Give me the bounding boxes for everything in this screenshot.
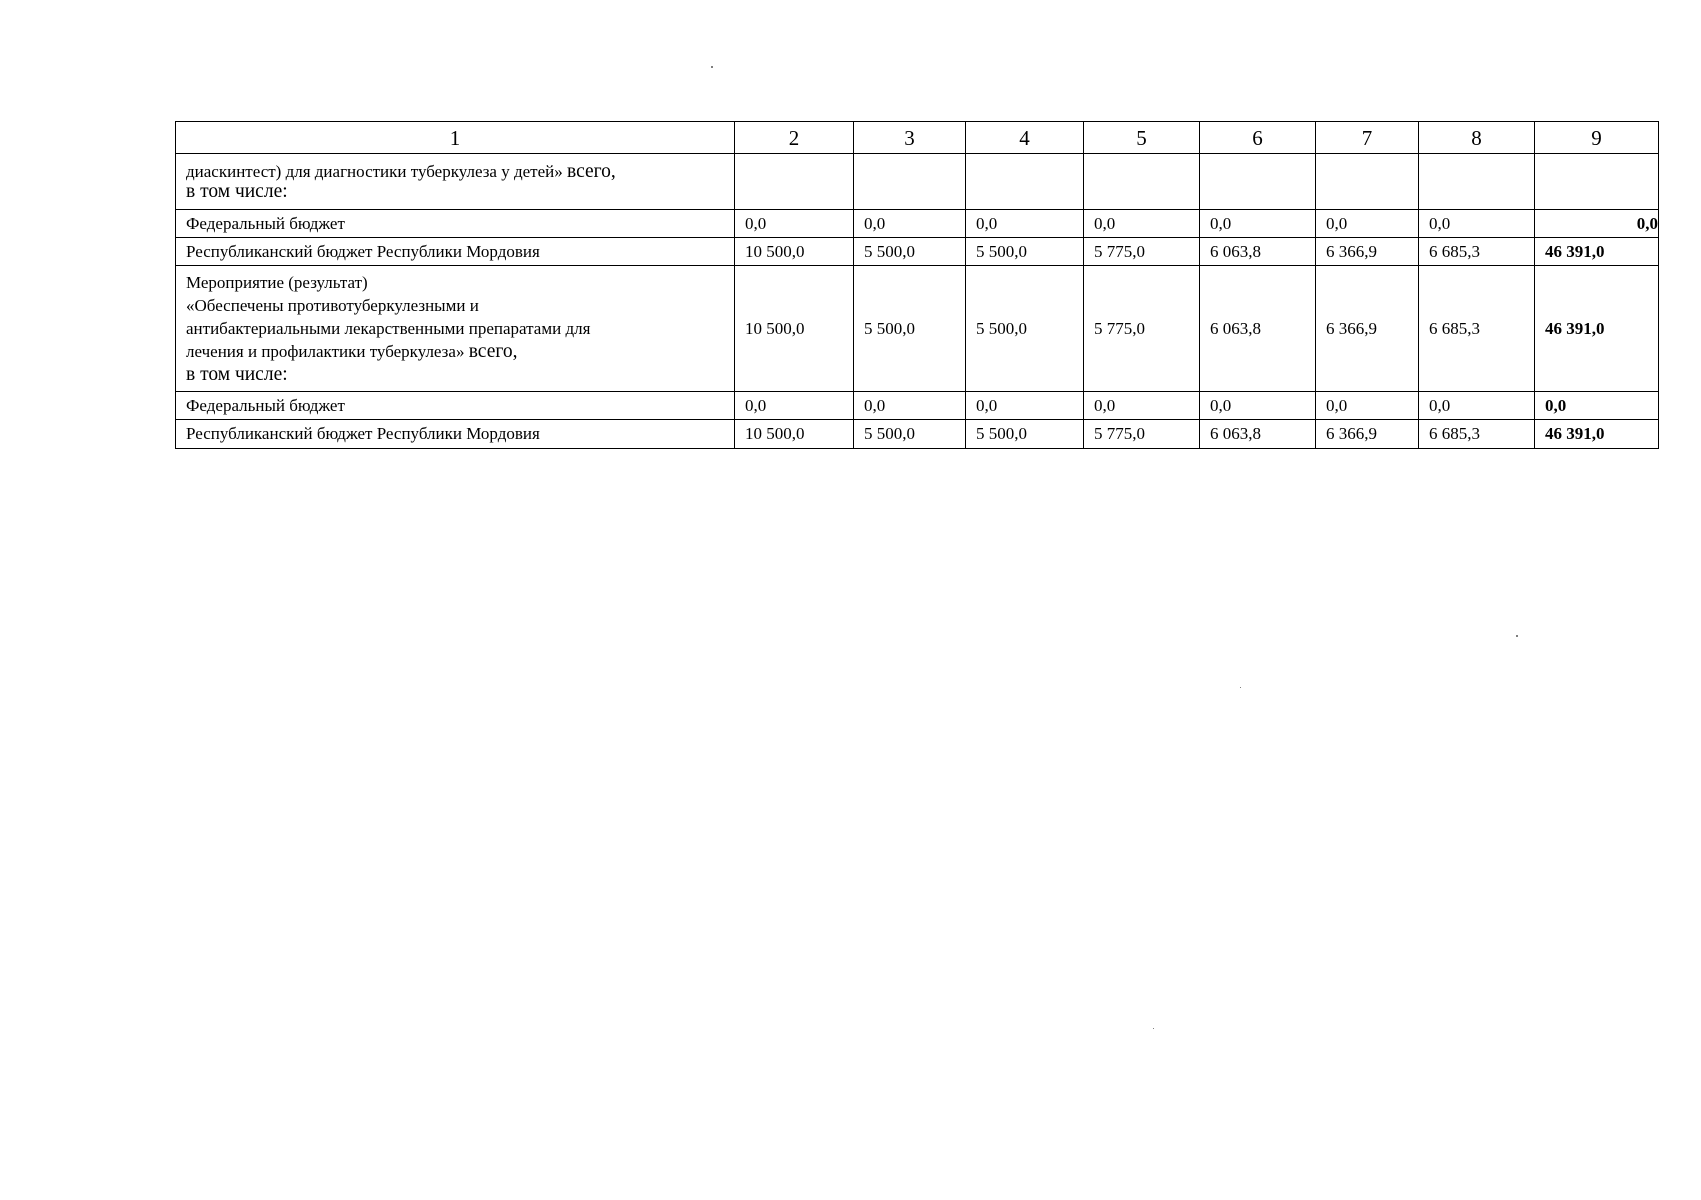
value-cell: 6 685,3 [1419, 420, 1535, 449]
value-cell: 0,0 [1084, 392, 1200, 420]
row-label-line: всего, [566, 160, 616, 182]
value-cell: 5 500,0 [854, 238, 966, 266]
budget-table [175, 121, 1659, 449]
row-label-line: «Обеспечены противотуберкулезными и [186, 296, 479, 315]
value-cell: 0,0 [1200, 210, 1316, 238]
value-cell: 0,0 [1316, 392, 1419, 420]
value-cell: 6 685,3 [1419, 266, 1535, 392]
value-cell: 6 366,9 [1316, 420, 1419, 449]
value-cell [735, 154, 854, 210]
scan-speck [1240, 687, 1241, 688]
value-cell: 0,0 [854, 392, 966, 420]
value-cell: 0,0 [735, 210, 854, 238]
table-row [176, 154, 1659, 210]
total-cell: 46 391,0 [1535, 266, 1659, 392]
total-cell: 0,0 [1535, 210, 1659, 238]
value-cell: 5 500,0 [966, 238, 1084, 266]
table-row [176, 238, 1659, 266]
value-cell: 0,0 [1419, 210, 1535, 238]
row-label-line: лечения и профилактики туберкулеза» [186, 342, 465, 361]
header-cell: 1 [176, 122, 735, 154]
value-cell: 0,0 [854, 210, 966, 238]
value-cell: 5 775,0 [1084, 238, 1200, 266]
scan-speck [711, 66, 713, 68]
value-cell: 0,0 [966, 392, 1084, 420]
header-cell: 3 [854, 122, 966, 154]
value-cell: 0,0 [966, 210, 1084, 238]
value-cell: 0,0 [735, 392, 854, 420]
value-cell: 0,0 [1200, 392, 1316, 420]
header-cell: 8 [1419, 122, 1535, 154]
row-label-line: всего, [468, 341, 518, 362]
row-label-line: в том числе: [186, 180, 288, 202]
row-label-line: диаскинтест) для диагностики туберкулеза у детей» [186, 161, 563, 181]
value-cell: 5 500,0 [966, 266, 1084, 392]
scan-speck [1153, 1028, 1154, 1029]
value-cell: 5 500,0 [966, 420, 1084, 449]
value-cell: 10 500,0 [735, 266, 854, 392]
value-cell: 0,0 [1084, 210, 1200, 238]
header-cell: 9 [1535, 122, 1659, 154]
value-cell: 5 500,0 [854, 420, 966, 449]
header-cell: 7 [1316, 122, 1419, 154]
table-row [176, 392, 1659, 420]
row-label [176, 266, 735, 392]
value-cell: 6 063,8 [1200, 238, 1316, 266]
header-cell: 2 [735, 122, 854, 154]
value-cell: 5 775,0 [1084, 420, 1200, 449]
row-label: Федеральный бюджет [176, 392, 735, 420]
value-cell: 6 063,8 [1200, 420, 1316, 449]
header-cell: 5 [1084, 122, 1200, 154]
value-cell: 5 775,0 [1084, 266, 1200, 392]
row-label: Федеральный бюджет [176, 210, 735, 238]
row-label-line: антибактериальными лекарственными препаратами для [186, 319, 591, 338]
value-cell: 6 366,9 [1316, 238, 1419, 266]
value-cell [854, 154, 966, 210]
value-cell: 6 685,3 [1419, 238, 1535, 266]
total-cell: 46 391,0 [1535, 420, 1659, 449]
value-cell [966, 154, 1084, 210]
value-cell [1535, 154, 1659, 210]
header-row [176, 122, 1659, 154]
row-label [176, 154, 735, 210]
header-cell: 6 [1200, 122, 1316, 154]
value-cell [1316, 154, 1419, 210]
value-cell: 5 500,0 [854, 266, 966, 392]
total-cell: 46 391,0 [1535, 238, 1659, 266]
row-label-line: в том числе: [186, 364, 288, 385]
value-cell: 10 500,0 [735, 238, 854, 266]
row-label: Республиканский бюджет Республики Мордовия [176, 238, 735, 266]
value-cell [1419, 154, 1535, 210]
value-cell: 6 366,9 [1316, 266, 1419, 392]
total-cell: 0,0 [1535, 392, 1659, 420]
table-row [176, 420, 1659, 449]
value-cell: 0,0 [1316, 210, 1419, 238]
value-cell [1084, 154, 1200, 210]
row-label-line: Мероприятие (результат) [186, 273, 368, 292]
value-cell [1200, 154, 1316, 210]
value-cell: 6 063,8 [1200, 266, 1316, 392]
value-cell: 10 500,0 [735, 420, 854, 449]
header-cell: 4 [966, 122, 1084, 154]
value-cell: 0,0 [1419, 392, 1535, 420]
table-row [176, 266, 1659, 392]
row-label: Республиканский бюджет Республики Мордовия [176, 420, 735, 449]
scan-speck [1516, 635, 1518, 637]
table-row [176, 210, 1659, 238]
